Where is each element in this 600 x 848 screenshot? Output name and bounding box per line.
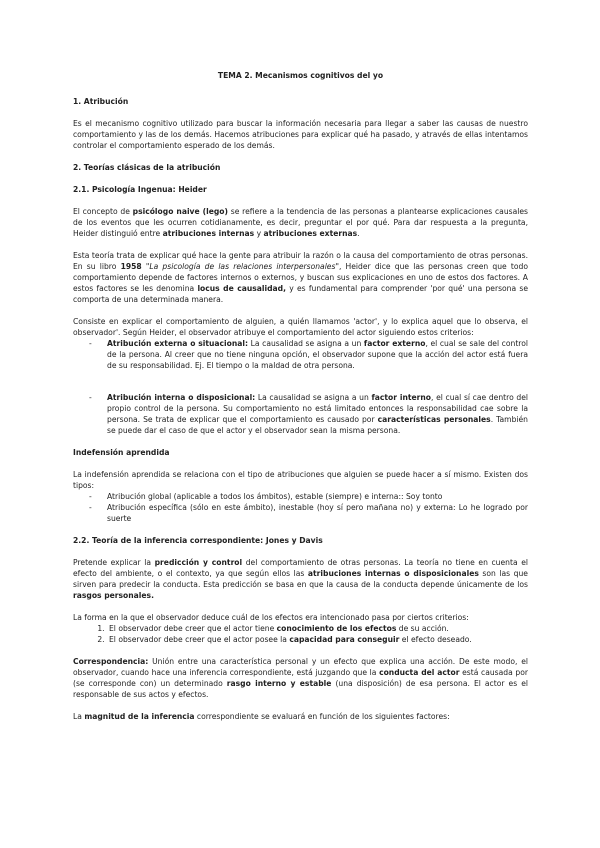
section-heading-teorias: 2. Teorías clásicas de la atribución xyxy=(73,163,221,172)
paragraph-prediccion-control: Pretende explicar la predicción y control del comportamiento de otras personas. La teoría no tiene en cuenta el efecto del ambiente, o el contexto, ya que según ellos las atribuciones internas o disposicionales son las que sirven para predecir la conducta. Esta predicción se basa en que la causa de la conducta depende únicamente de los rasgos personales. xyxy=(73,558,528,600)
list-item-atribucion-externa: - Atribución externa o situacional: La causalidad se asigna a un factor externo, el cual se sale del control de la persona. Al creer que no tiene ninguna opción, el observador supone que la acción del actor está fuera de su responsabilidad. Ej. El tiempo o la maldad de otra persona. xyxy=(107,338,528,371)
indefension-list xyxy=(73,491,528,524)
paragraph-heider-teoria: Esta teoría trata de explicar qué hace la gente para atribuir la razón o la causa del comportamiento de otras personas. En su libro 1958 "La psicología de las relaciones interpersonales", Heider dice que las personas creen que todo comportamiento depende de factores internos o externos, y buscan sus explicaciones en uno de estos dos factores. A estos factores se les denomina locus de causalidad, y es fundamental para comprender 'por qué' una persona se comporta de una determinada manera. xyxy=(73,251,529,304)
criterios-ordered-list xyxy=(73,623,528,645)
subsection-heading-heider: 2.1. Psicología Ingenua: Heider xyxy=(73,185,207,194)
list-item: - Atribución global (aplicable a todos los ámbitos), estable (siempre) e interna:: Soy tonto xyxy=(107,491,528,502)
paragraph-indefension: La indefensión aprendida se relaciona con el tipo de atribuciones que alguien se puede hacer a sí mismo. Existen dos tipos: xyxy=(73,470,528,490)
section-heading-indefension: Indefensión aprendida xyxy=(73,448,170,457)
list-item: - Atribución específica (sólo en este ámbito), inestable (hoy sí pero mañana no) y externa: Lo he logrado por suerte xyxy=(107,502,528,524)
paragraph-magnitud-inferencia: La magnitud de la inferencia correspondiente se evaluará en función de los siguientes factores: xyxy=(73,712,450,721)
subsection-heading-jones-davis: 2.2. Teoría de la inferencia correspondiente: Jones y Davis xyxy=(73,536,323,545)
paragraph-atribucion-definition: Es el mecanismo cognitivo utilizado para buscar la información necesaria para llegar a saber las causas de nuestro comportamiento y las de los demás. Hacemos atribuciones para explicar qué ha pasado, y através de ellas intentamos controlar el comportamiento esperado de los demás. xyxy=(73,119,528,150)
list-item-atribucion-interna: - Atribución interna o disposicional: La causalidad se asigna a un factor interno, el cual sí cae dentro del propio control de la persona. Su comportamiento no está limitado entonces la responsabilidad cae sobre la persona. Se trata de explicar que el comportamiento es causado por características personales. También se puede dar el caso de que el actor y el observador sean la misma persona. xyxy=(107,392,528,436)
paragraph-criterios-intencion: La forma en la que el observador deduce cuál de los efectos era intencionado pasa por ciertos criterios: xyxy=(73,613,469,622)
section-heading-atribucion: 1. Atribución xyxy=(73,97,129,106)
paragraph-actor-observador: Consiste en explicar el comportamiento de alguien, a quién llamamos 'actor', y lo explica aquel que lo observa, el observador'. Según Heider, el observador atribuye el comportamiento del actor siguiendo estos criterios: xyxy=(73,317,528,337)
criterios-list xyxy=(73,338,528,436)
list-item-conocimiento: 1. El observador debe creer que el actor tiene conocimiento de los efectos de su acción. xyxy=(107,623,528,634)
list-item-capacidad: 2. El observador debe creer que el actor posee la capacidad para conseguir el efecto deseado. xyxy=(107,634,528,645)
paragraph-correspondencia: Correspondencia: Unión entre una característica personal y un efecto que explica una acción. De este modo, el observador, cuando hace una inferencia correspondiente, está juzgando que la conducta del actor está causada por (se corresponde con) un determinado rasgo interno y estable (una disposición) de esa persona. El actor es el responsable de sus actos y efectos. xyxy=(73,657,528,699)
document-title: TEMA 2. Mecanismos cognitivos del yo xyxy=(217,71,384,80)
paragraph-psicologo-naive: El concepto de psicólogo naive (lego) se refiere a la tendencia de las personas a plantearse explicaciones causales de los eventos que les ocurren cotidianamente, es decir, preguntar el por qué. Para dar respuesta a la pregunta, Heider distinguió entre atribuciones internas y atribuciones externas. xyxy=(73,207,528,238)
